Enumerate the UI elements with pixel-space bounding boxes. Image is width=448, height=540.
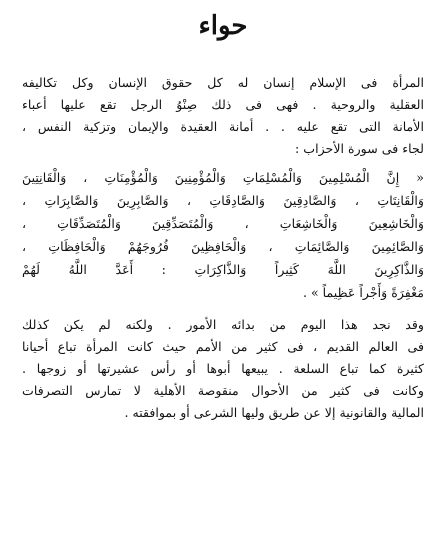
quote-line: مَغْفِرَةً وَأَجْراً عَظِيماً » . (302, 285, 424, 300)
quote-line: « إِنَّ الْمُسْلِمِينَ وَالْمُسْلِمَاتِ وَالْمُؤْمِنِينَ وَالْمُؤْمِنَاتِ ، وَالْقَانِتِينَ (22, 170, 424, 185)
text-line: الأمانة التى تقع عليه . . أمانة العقيدة والإيمان وتزكية النفس ، (22, 119, 424, 134)
page-title: حواء (198, 11, 248, 41)
text-line: وقد نجد هذا اليوم من بدائه الأمور . ولكنه لم يكن كذلك (22, 317, 424, 332)
intro-paragraph (22, 72, 424, 160)
body-paragraph (22, 314, 424, 424)
text-line: لجاء فى سورة الأحزاب : (294, 141, 424, 156)
text-line: كثيرة كما تباع السلعة . يبيعها أبوها أو رأس عشيرتها أو زوجها . (22, 361, 424, 376)
text-line: وكانت فى كثير من الأحوال منقوصة الأهلية لا تمارس التصرفات (22, 383, 424, 398)
quran-quote (22, 166, 424, 304)
text-line: المالية والقانونية إلا عن طريق وليها الشرعى أو بموافقته . (124, 405, 424, 420)
text-line: المرأة فى الإسلام إنسان له كل حقوق الإنسان وكل تكاليفه (22, 75, 424, 90)
quote-line: وَالْقَانِتَاتِ ، وَالصَّادِقِينَ وَالصَّادِقَاتِ ، وَالصَّابِرِينَ وَالصَّابِرَاتِ ، (22, 193, 424, 208)
text-line: فى العالم القديم ، فى كثير من الأمم حيث كانت المرأة تباع أحيانا (22, 339, 424, 354)
quote-line: وَالذَّاكِرِينَ اللَّهَ كَثِيراً وَالذَّاكِرَاتِ : أَعَدَّ اللَّهُ لَهُمْ (22, 262, 424, 277)
quote-line: وَالصَّائِمِينَ وَالصَّائِمَاتِ ، وَالْحَافِظِينَ فُرُوجَهُمْ وَالْحَافِظَاتِ ، (22, 239, 424, 254)
quote-line: وَالْخَاشِعِينَ وَالْخَاشِعَاتِ ، وَالْمُتَصَدِّقِينَ وَالْمُتَصَدِّقَاتِ ، (22, 216, 424, 231)
text-line: العقلية والروحية . فهى فى ذلك صِنْوُ الرجل تقع عليها أعباء (22, 97, 424, 112)
